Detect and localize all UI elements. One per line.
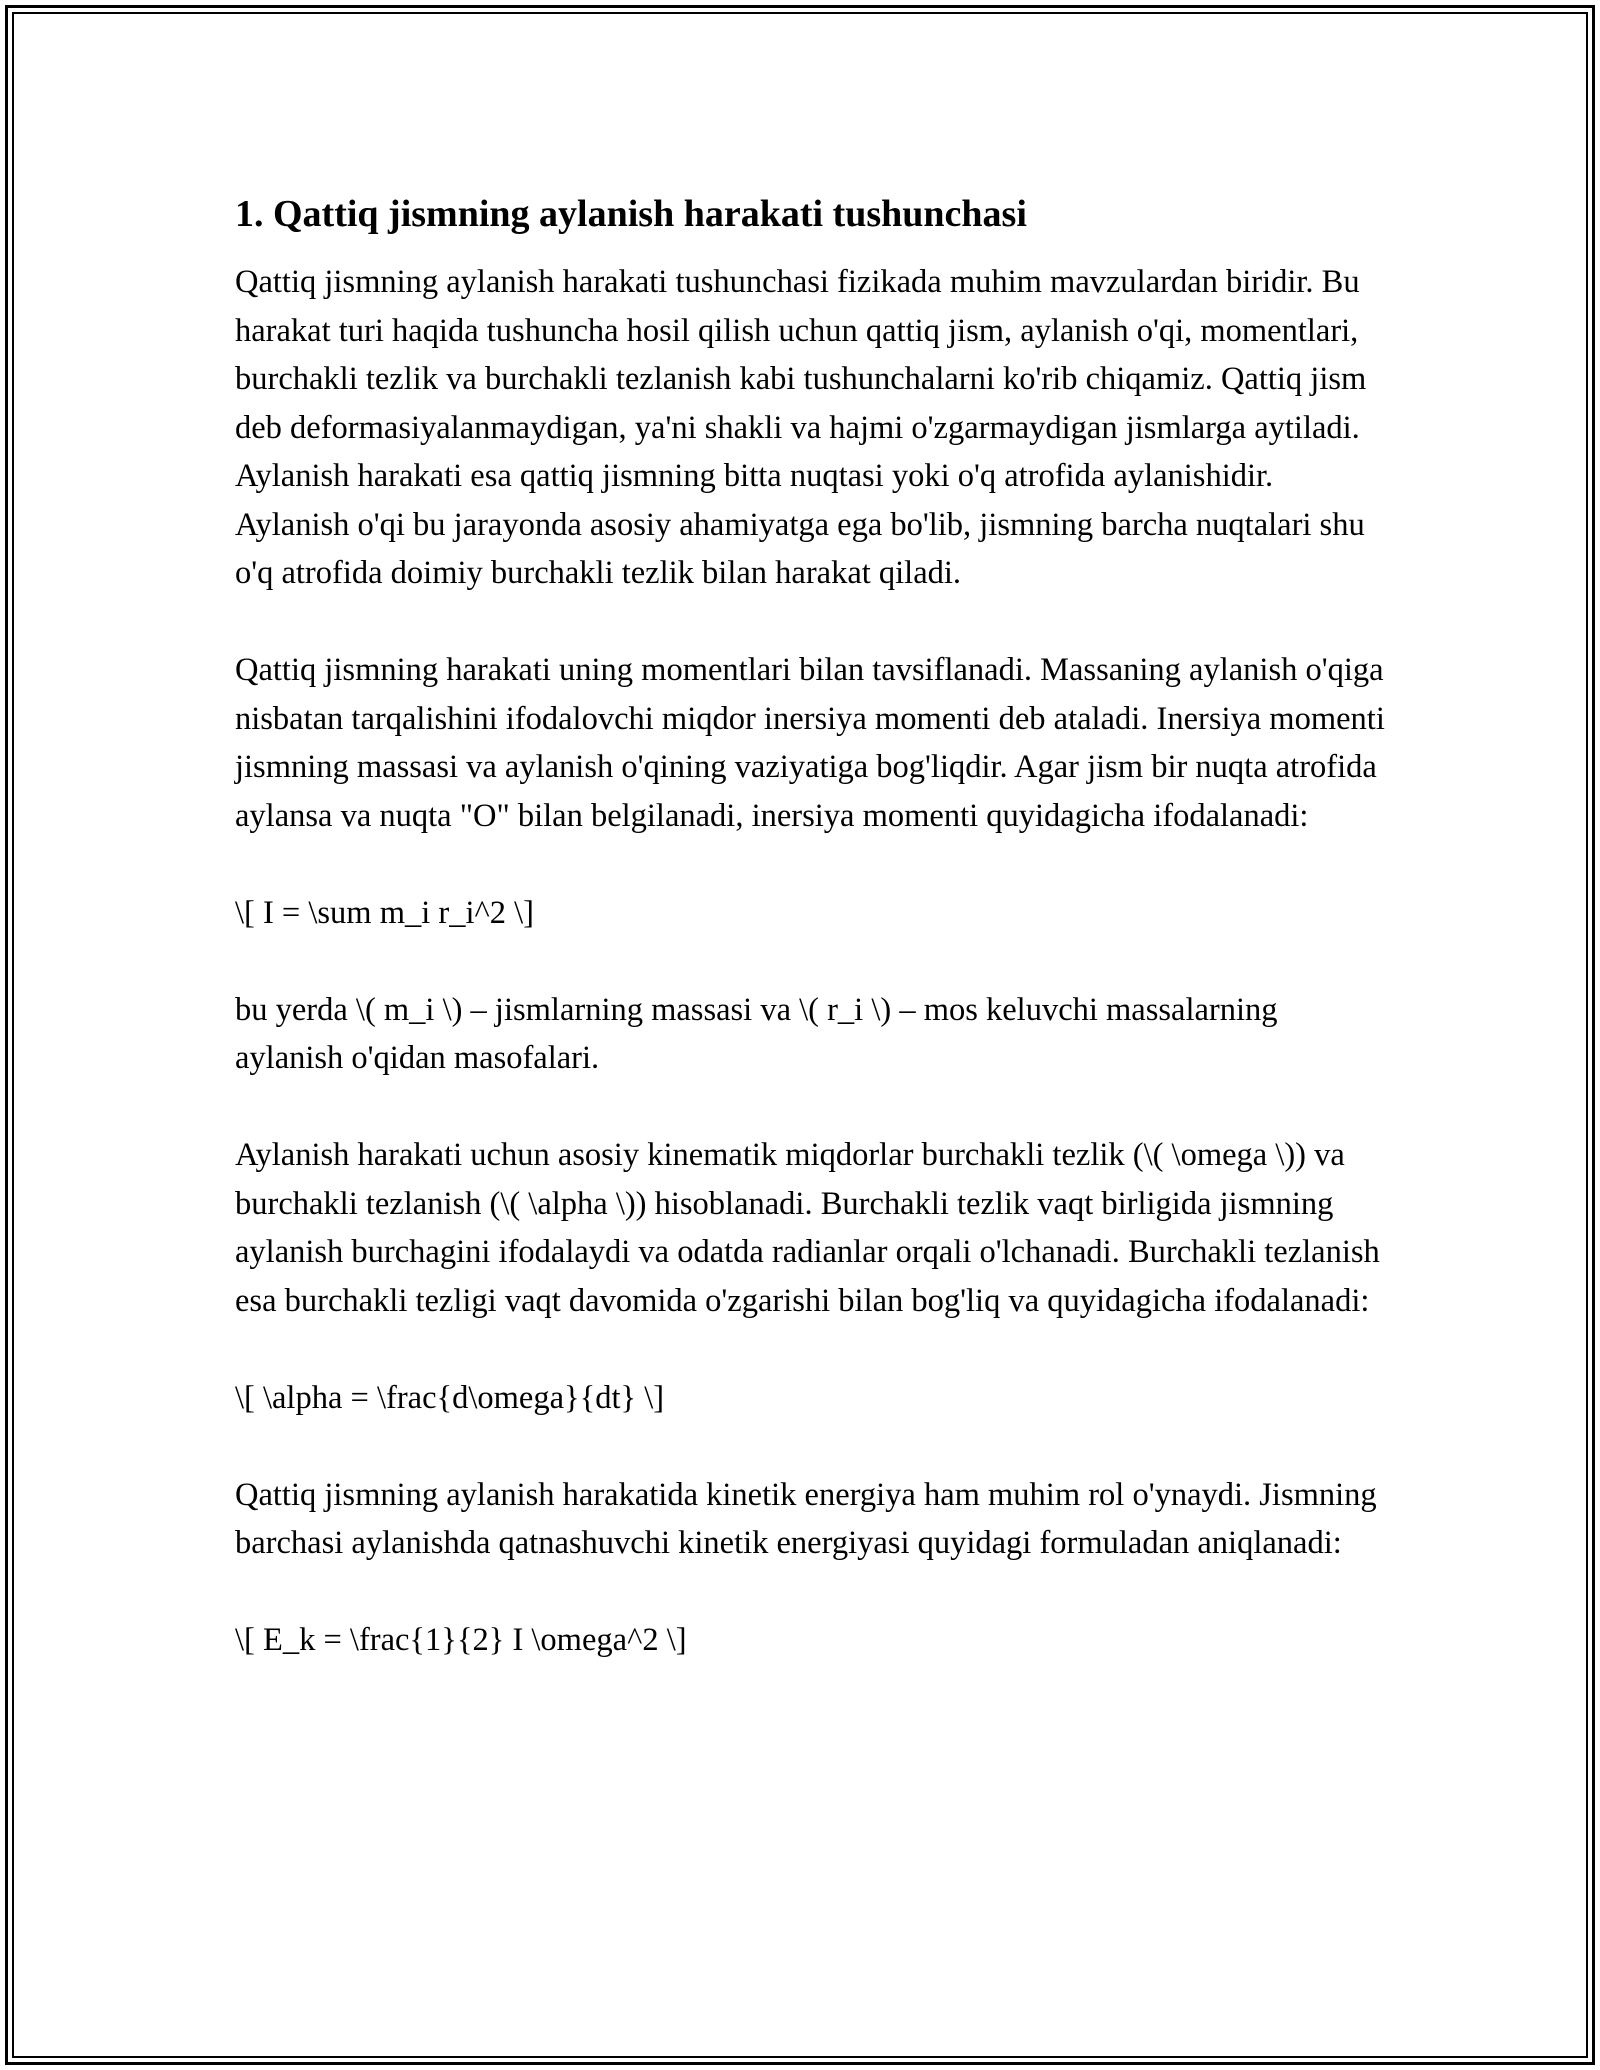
document-body — [235, 190, 1385, 1713]
paragraph-kinetic-energy: Qattiq jismning aylanish harakatida kinetik energiya ham muhim rol o'ynaydi. Jismning barchasi aylanishda qatnashuvchi kinetik energiyasi quyidagi formuladan aniqlanadi: — [235, 1476, 1377, 1561]
section-title: 1. Qattiq jismning aylanish harakati tushunchasi — [235, 193, 1027, 235]
formula-angular-acceleration: \[ \alpha = \frac{d\omega}{dt} \] — [235, 1379, 665, 1416]
paragraph-rigid-body-intro: Qattiq jismning aylanish harakati tushunchasi fizikada muhim mavzulardan biridir. Bu harakat turi haqida tushuncha hosil qilish uchun qattiq jism, aylanish o'qi, momentlari, burchakli tezlik va burchakli tezlanish kabi tushunchalarni ko'rib chiqamiz. Qattiq jism deb deformasiyalanmaydigan, ya'ni shakli va hajmi o'zgarmaydigan jismlarga aytiladi. Aylanish harakati esa qattiq jismning bitta nuqtasi yoki o'q atrofida aylanishidir. Aylanish o'qi bu jarayonda asosiy ahamiyatga ega bo'lib, jismning barcha nuqtalari shu o'q atrofida doimiy burchakli tezlik bilan harakat qiladi. — [235, 264, 1367, 591]
paragraph-moment-of-inertia: Qattiq jismning harakati uning momentlari bilan tavsiflanadi. Massaning aylanish o'qiga nisbatan tarqalishini ifodalovchi miqdor inersiya momenti deb ataladi. Inersiya momenti jismning massasi va aylanish o'qining vaziyatiga bog'liqdir. Agar jism bir nuqta atrofida aylansa va nuqta "O" bilan belgilanadi, inersiya momenti quyidagicha ifodalanadi: — [235, 652, 1385, 834]
paragraph-formula-explanation: bu yerda \( m_i \) – jismlarning massasi va \( r_i \) – mos keluvchi massalarning aylanish o'qidan masofalari. — [235, 991, 1278, 1076]
formula-moment-of-inertia: \[ I = \sum m_i r_i^2 \] — [235, 894, 534, 931]
paragraph-angular-kinematics: Aylanish harakati uchun asosiy kinematik miqdorlar burchakli tezlik (\( \omega \)) va burchakli tezlanish (\( \alpha \)) hisoblanadi. Burchakli tezlik vaqt birligida jismning aylanish burchagini ifodalaydi va odatda radianlar orqali o'lchanadi. Burchakli tezlanish esa burchakli tezligi vaqt davomida o'zgarishi bilan bog'liq va quyidagicha ifodalanadi: — [235, 1137, 1380, 1319]
formula-kinetic-energy: \[ E_k = \frac{1}{2} I \omega^2 \] — [235, 1622, 687, 1658]
